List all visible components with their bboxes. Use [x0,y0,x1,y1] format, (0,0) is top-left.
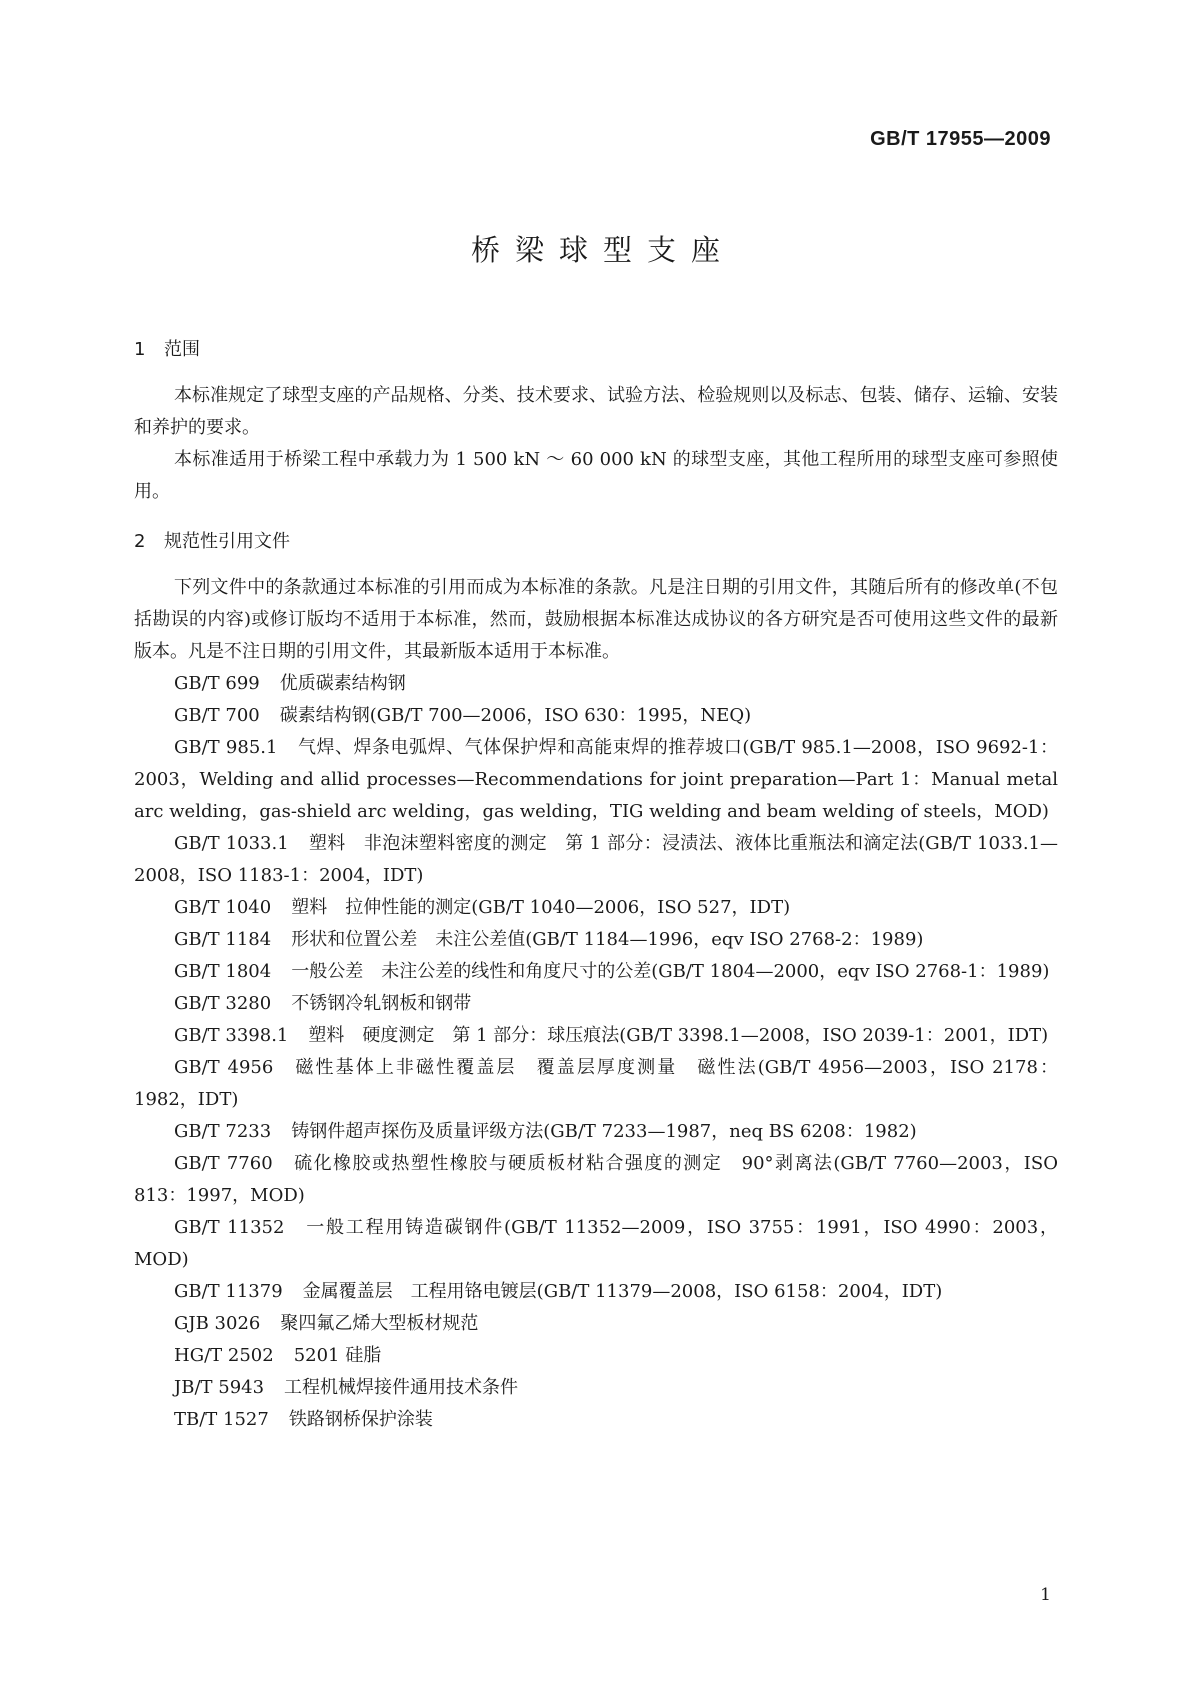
reference-item [134,1020,1058,1052]
reference-code: GB/T 700 [174,705,260,726]
reference-code: GB/T 11352 [174,1217,285,1238]
reference-text: 工程机械焊接件通用技术条件 [284,1377,519,1398]
reference-code: GB/T 3280 [174,993,272,1014]
reference-text: 硫化橡胶或热塑性橡胶与硬质板材粘合强度的测定 90°剥离法(GB/T 7760—2003，ISO 813：1997，MOD) [134,1153,1058,1206]
section-title: 范围 [164,339,200,360]
reference-code: GB/T 985.1 [174,737,278,758]
document-body [134,334,1058,1436]
reference-code: GB/T 1184 [174,929,272,950]
reference-code: GB/T 1040 [174,897,272,918]
reference-text: 气焊、焊条电弧焊、气体保护焊和高能束焊的推荐坡口(GB/T 985.1—2008，ISO 9692-1：2003，Welding and allid processes—Recommendations for joint preparation—Part 1：Manual metal arc welding，gas-shield arc welding，gas welding，TIG welding and beam welding of steels，MOD) [134,737,1058,822]
reference-item [134,668,1058,700]
references-intro-paragraph: 下列文件中的条款通过本标准的引用而成为本标准的条款。凡是注日期的引用文件，其随后所有的修改单(不包括勘误的内容)或修订版均不适用于本标准，然而，鼓励根据本标准达成协议的各方研究是否可使用这些文件的最新版本。凡是不注日期的引用文件，其最新版本适用于本标准。 [134,577,1058,662]
reference-item [134,828,1058,892]
reference-text: 碳素结构钢(GB/T 700—2006，ISO 630：1995，NEQ) [279,705,752,726]
reference-text: 铁路钢桥保护涂装 [288,1409,433,1430]
reference-code: GB/T 7233 [174,1121,272,1142]
reference-item [134,1372,1058,1404]
reference-item [134,988,1058,1020]
reference-text: 不锈钢冷轧钢板和钢带 [291,993,472,1014]
reference-text: 一般公差 未注公差的线性和角度尺寸的公差(GB/T 1804—2000，eqv ISO 2768-1：1989) [291,961,1050,982]
reference-item [134,1116,1058,1148]
reference-item [134,1340,1058,1372]
scope-paragraph: 本标准适用于桥梁工程中承载力为 1 500 kN ～ 60 000 kN 的球型支座，其他工程所用的球型支座可参照使用。 [134,449,1058,502]
reference-text: 金属覆盖层 工程用铬电镀层(GB/T 11379—2008，ISO 6158：2004，IDT) [302,1281,943,1302]
reference-code: JB/T 5943 [174,1377,265,1398]
reference-text: 优质碳素结构钢 [279,673,406,694]
reference-item [134,892,1058,924]
scope-paragraph: 本标准规定了球型支座的产品规格、分类、技术要求、试验方法、检验规则以及标志、包装、储存、运输、安装和养护的要求。 [134,385,1058,438]
reference-text: 形状和位置公差 未注公差值(GB/T 1184—1996，eqv ISO 2768-2：1989) [291,929,924,950]
reference-item [134,1052,1058,1116]
page-number: 1 [1040,1585,1051,1605]
reference-list [134,668,1058,1436]
reference-text: 聚四氟乙烯大型板材规范 [280,1313,479,1334]
reference-text: 磁性基体上非磁性覆盖层 覆盖层厚度测量 磁性法(GB/T 4956—2003，ISO 2178：1982，IDT) [134,1057,1058,1110]
reference-text: 塑料 硬度测定 第 1 部分：球压痕法(GB/T 3398.1—2008，ISO 2039-1：2001，IDT) [308,1025,1049,1046]
section-number: 2 [134,531,146,552]
reference-item [134,956,1058,988]
reference-code: GB/T 1804 [174,961,272,982]
reference-item [134,732,1058,828]
standard-code: GB/T 17955—2009 [870,128,1051,150]
section-number: 1 [134,339,146,360]
reference-item [134,1148,1058,1212]
reference-item [134,1308,1058,1340]
reference-item [134,1404,1058,1436]
reference-text: 塑料 拉伸性能的测定(GB/T 1040—2006，ISO 527，IDT) [291,897,791,918]
section-title: 规范性引用文件 [164,531,290,552]
reference-text: 塑料 非泡沫塑料密度的测定 第 1 部分：浸渍法、液体比重瓶法和滴定法(GB/T 1033.1—2008，ISO 1183-1：2004，IDT) [134,833,1058,886]
reference-code: GB/T 7760 [174,1153,273,1174]
reference-text: 5201 硅脂 [293,1345,382,1366]
document-title: 桥梁球型支座 [470,233,735,267]
reference-item [134,924,1058,956]
reference-item [134,1212,1058,1276]
reference-item [134,1276,1058,1308]
reference-code: GB/T 699 [174,673,260,694]
reference-code: GB/T 1033.1 [174,833,289,854]
reference-item [134,700,1058,732]
section-heading-normative-references [134,526,1058,558]
reference-code: GJB 3026 [174,1313,261,1334]
reference-text: 一般工程用铸造碳钢件(GB/T 11352—2009，ISO 3755：1991，ISO 4990：2003，MOD) [134,1217,1058,1270]
reference-code: GB/T 11379 [174,1281,283,1302]
section-heading-scope [134,334,1058,366]
reference-code: TB/T 1527 [174,1409,269,1430]
reference-code: HG/T 2502 [174,1345,274,1366]
reference-code: GB/T 4956 [174,1057,274,1078]
reference-text: 铸钢件超声探伤及质量评级方法(GB/T 7233—1987，neq BS 6208：1982) [291,1121,917,1142]
reference-code: GB/T 3398.1 [174,1025,289,1046]
